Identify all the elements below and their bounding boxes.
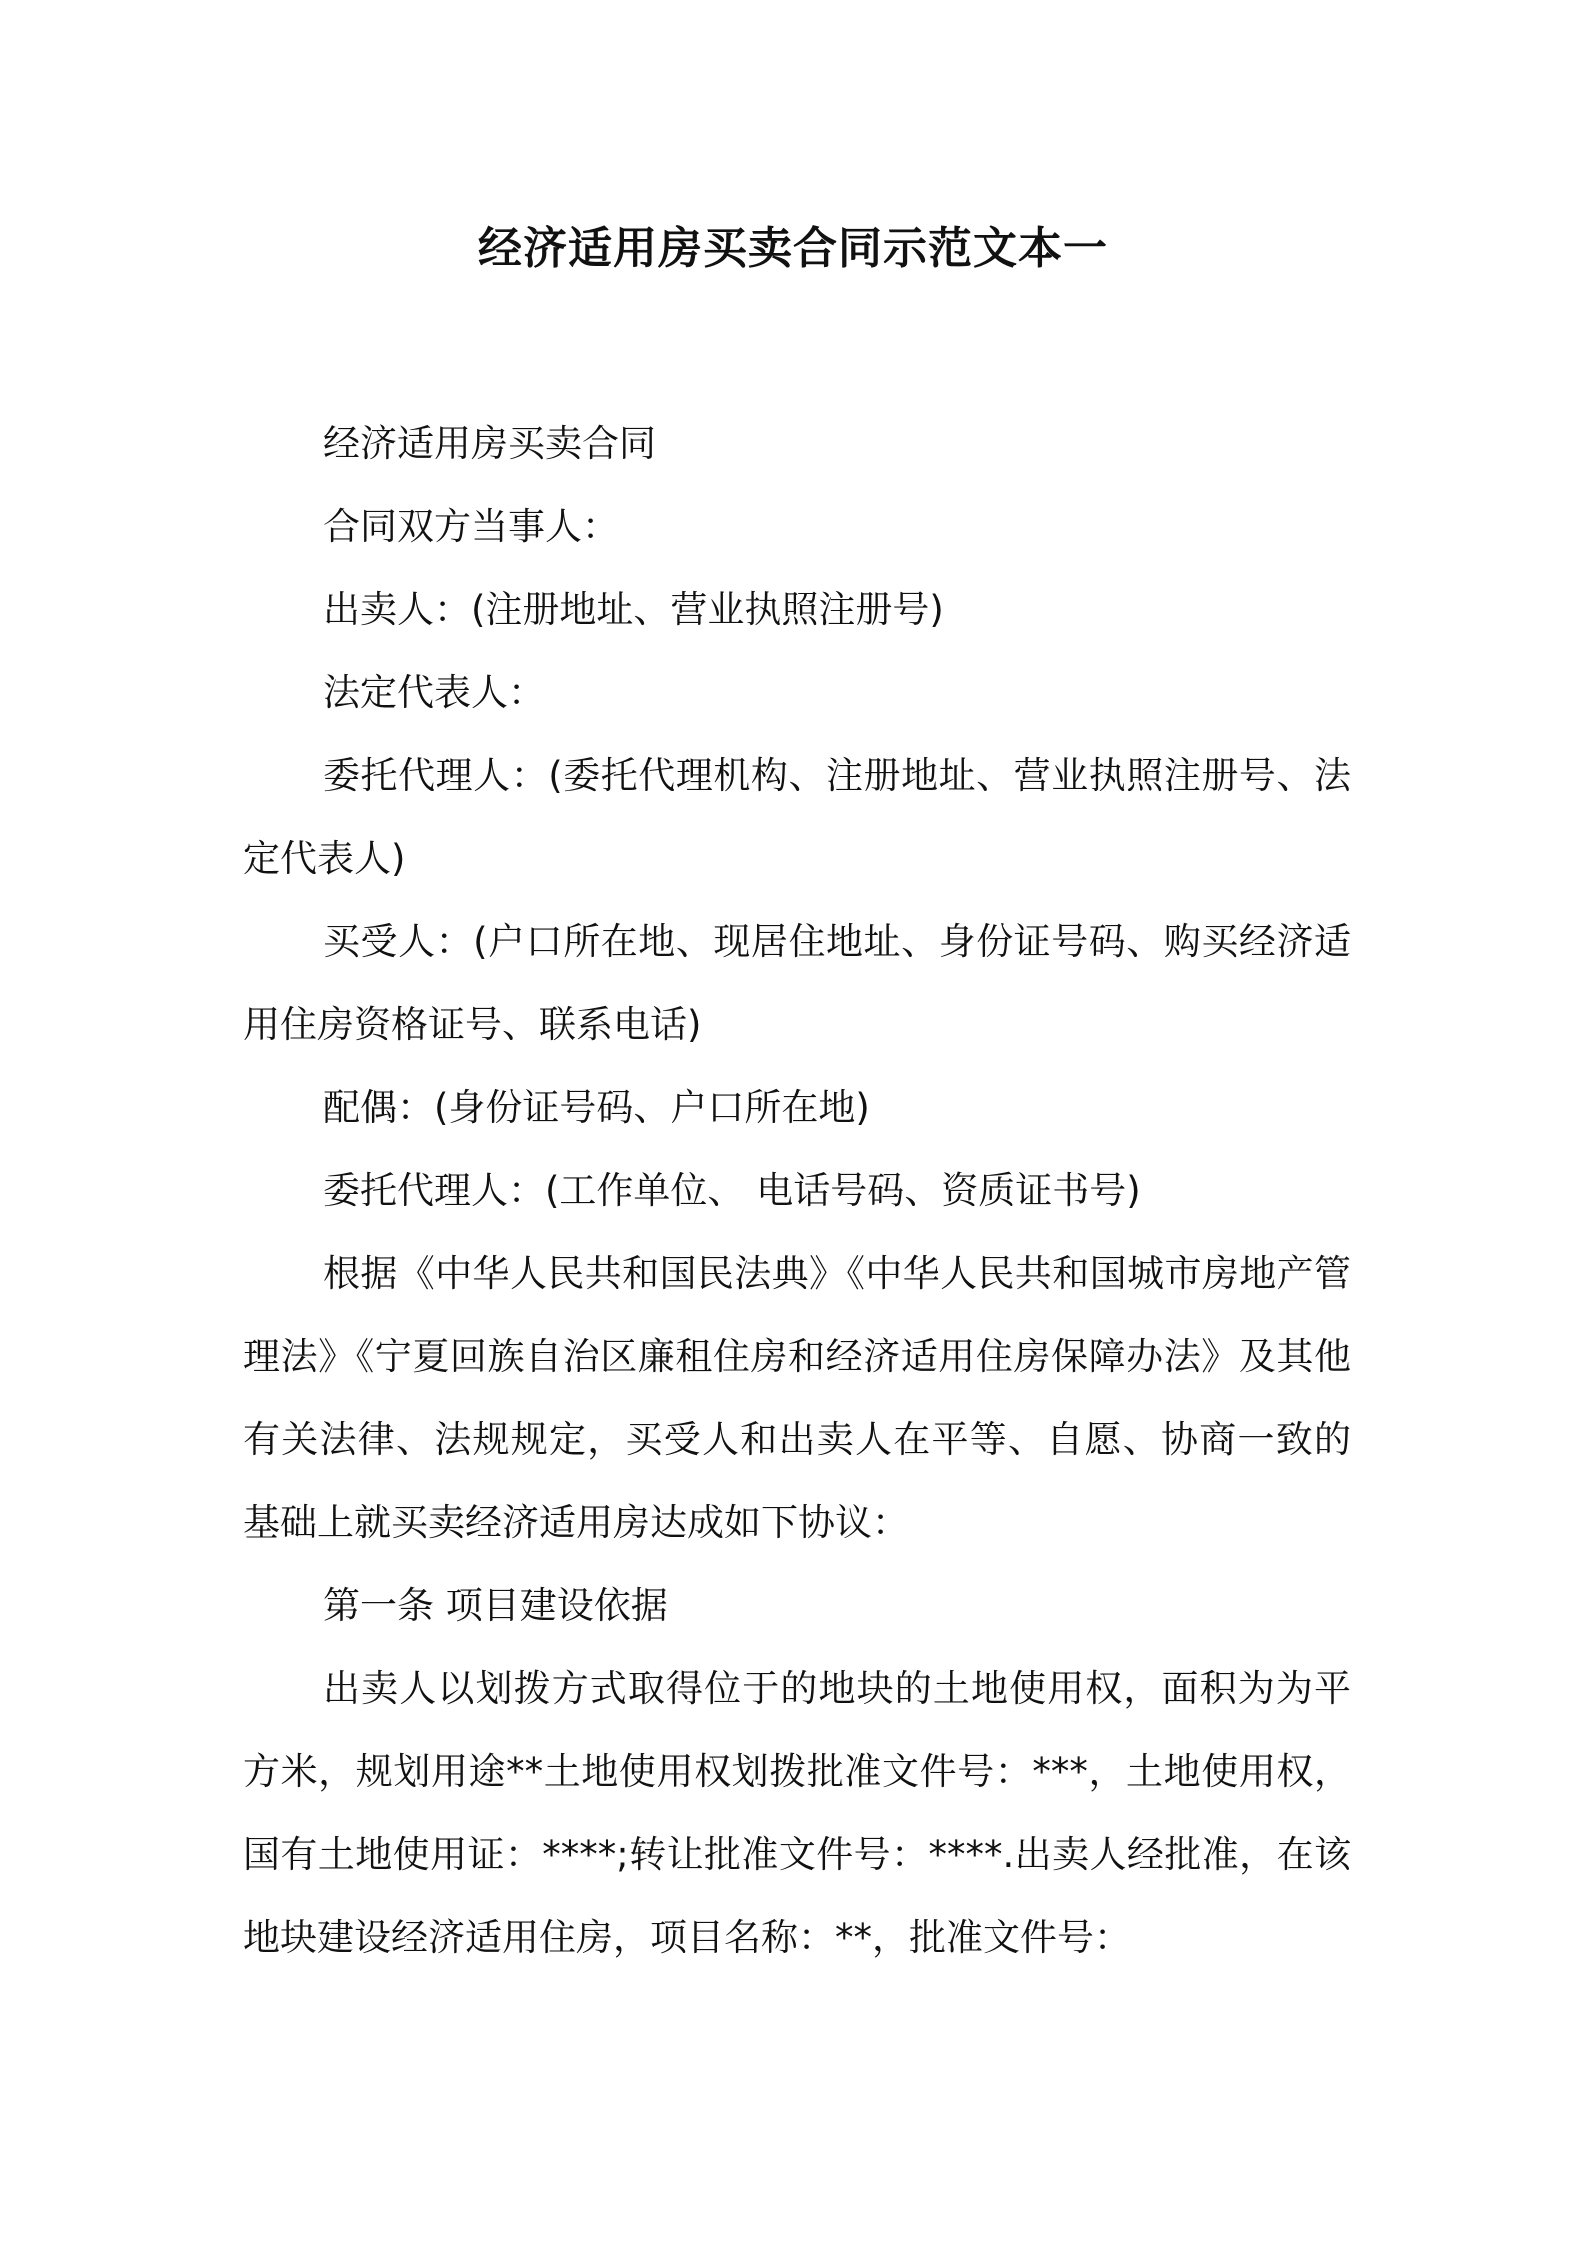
contract-heading: 经济适用房买卖合同 xyxy=(323,422,656,465)
legal-representative-line: 法定代表人： xyxy=(323,671,545,714)
seller-line: 出卖人：(注册地址、营业执照注册号) xyxy=(323,588,944,631)
spouse-line: 配偶：(身份证号码、户口所在地) xyxy=(323,1086,870,1129)
document-title: 经济适用房买卖合同示范文本一 xyxy=(478,223,1108,274)
buyer-line: 买受人：(户口所在地、现居住地址、身份证号码、购买经济适用住房资格证号、联系电话) xyxy=(243,920,1351,1046)
seller-agent-line: 委托代理人：(委托代理机构、注册地址、营业执照注册号、法定代表人) xyxy=(243,754,1351,880)
document-body xyxy=(243,402,1351,1979)
parties-label: 合同双方当事人： xyxy=(323,505,619,548)
legal-basis-paragraph: 根据《中华人民共和国民法典》《中华人民共和国城市房地产管理法》《宁夏回族自治区廉租住房和经济适用住房保障办法》及其他有关法律、法规规定，买受人和出卖人在平等、自愿、协商一致的基础上就买卖经济适用房达成如下协议： xyxy=(243,1252,1351,1544)
article-one-heading: 第一条 项目建设依据 xyxy=(323,1584,668,1627)
buyer-agent-line: 委托代理人：(工作单位、 电话号码、资质证书号) xyxy=(323,1169,1141,1212)
article-one-paragraph: 出卖人以划拨方式取得位于的地块的土地使用权，面积为为平方米，规划用途**土地使用权划拨批准文件号：***，土地使用权，国有土地使用证：****;转让批准文件号：****.出卖人经批准，在该地块建设经济适用住房，项目名称：**，批准文件号： xyxy=(243,1667,1351,1959)
